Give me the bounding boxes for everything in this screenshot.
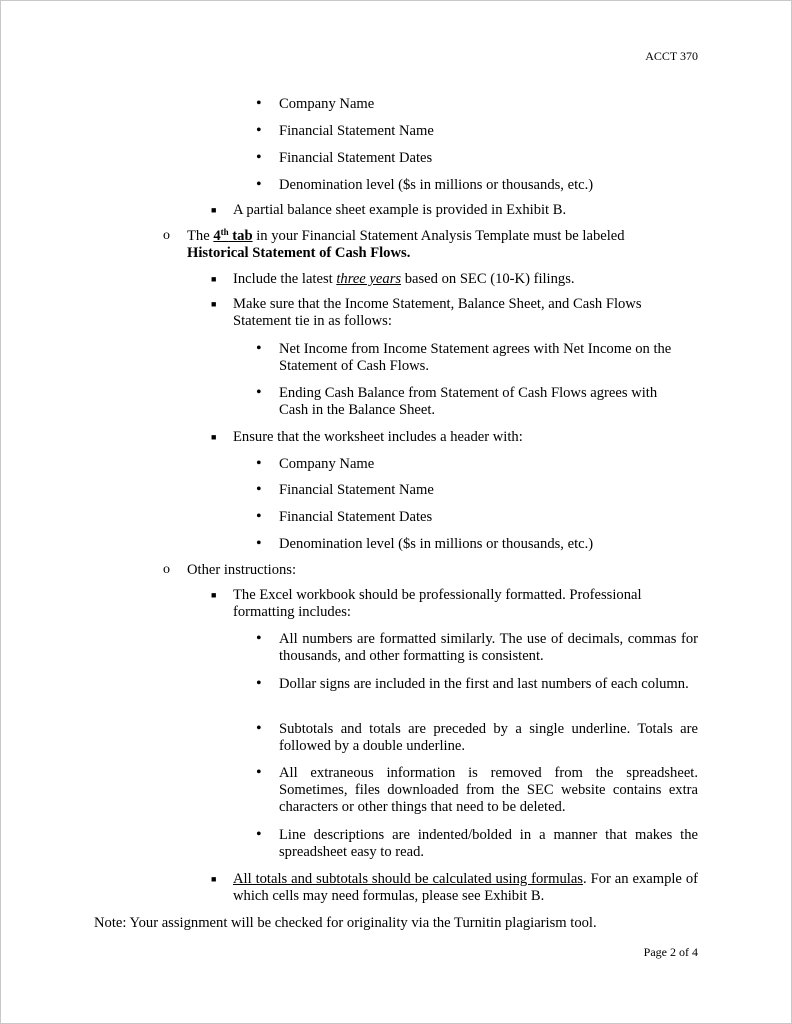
- tie-net-income-2: Statement of Cash Flows.: [279, 358, 429, 374]
- tie-in-line-2: Statement tie in as follows:: [233, 313, 392, 329]
- other-instructions-title: Other instructions:: [187, 562, 297, 578]
- ensure-header-item: Ensure that the worksheet includes a header with:: [233, 429, 523, 445]
- excel-format-line-2: formatting includes:: [233, 604, 351, 620]
- list-item-statement-dates: Financial Statement Dates: [279, 150, 433, 166]
- originality-note: Note: Your assignment will be checked for originality via the Turnitin plagiarism tool.: [94, 915, 597, 931]
- list-item-denomination: Denomination level ($s in millions or thousands, etc.): [279, 536, 594, 552]
- bullet-square-icon: ■: [211, 432, 217, 442]
- bullet-dot-icon: •: [256, 481, 262, 498]
- list-item-statement-name: Financial Statement Name: [279, 123, 434, 139]
- bullet-dot-icon: •: [256, 508, 262, 525]
- list-item-company-name: Company Name: [279, 456, 375, 472]
- bullet-dot-icon: •: [256, 149, 262, 166]
- bullet-square-icon: ■: [211, 590, 217, 600]
- latest-years-item: Include the latest three years based on SEC (10-K) filings.: [233, 271, 575, 287]
- bullet-dot-icon: •: [256, 630, 262, 647]
- bullet-dot-icon: •: [256, 535, 262, 552]
- tie-net-income-1: Net Income from Income Statement agrees with Net Income on the: [279, 341, 672, 357]
- bullet-dot-icon: •: [256, 176, 262, 193]
- bullet-circle-icon: o: [163, 228, 170, 243]
- bullet-circle-icon: o: [163, 562, 170, 577]
- format-numbers-item: All numbers are formatted similarly. The use of decimals, commas for thousands, and other formatting is consistent.: [279, 631, 698, 664]
- bullet-dot-icon: •: [256, 122, 262, 139]
- bullet-dot-icon: •: [256, 826, 262, 843]
- bullet-dot-icon: •: [256, 95, 262, 112]
- bullet-dot-icon: •: [256, 455, 262, 472]
- bullet-square-icon: ■: [211, 205, 217, 215]
- tie-in-line-1: Make sure that the Income Statement, Balance Sheet, and Cash Flows: [233, 296, 642, 312]
- list-item-denomination: Denomination level ($s in millions or thousands, etc.): [279, 177, 594, 193]
- format-underline-item: Subtotals and totals are preceded by a single underline. Totals are followed by a double underline.: [279, 721, 698, 754]
- bullet-square-icon: ■: [211, 299, 217, 309]
- bullet-dot-icon: •: [256, 720, 262, 737]
- list-item-company-name: Company Name: [279, 96, 375, 112]
- bullet-square-icon: ■: [211, 274, 217, 284]
- bullet-dot-icon: •: [256, 675, 262, 692]
- excel-format-line-1: The Excel workbook should be professionally formatted. Professional: [233, 587, 642, 603]
- list-item-statement-name: Financial Statement Name: [279, 482, 434, 498]
- bullet-dot-icon: •: [256, 384, 262, 401]
- page-number: Page 2 of 4: [643, 945, 698, 959]
- bullet-square-icon: ■: [211, 874, 217, 884]
- tab4-instruction: The 4th tab in your Financial Statement Analysis Template must be labeled: [187, 227, 625, 244]
- list-item-statement-dates: Financial Statement Dates: [279, 509, 433, 525]
- formulas-item: All totals and subtotals should be calculated using formulas. For an example of which cells may need formulas, please see Exhibit B.: [233, 871, 698, 904]
- page-header-course: ACCT 370: [645, 49, 698, 63]
- format-line-descriptions-item: Line descriptions are indented/bolded in a manner that makes the spreadsheet easy to read.: [279, 827, 698, 860]
- bullet-dot-icon: •: [256, 340, 262, 357]
- tab4-label: Historical Statement of Cash Flows.: [187, 245, 411, 261]
- format-dollar-signs-item: Dollar signs are included in the first and last numbers of each column.: [279, 676, 689, 692]
- tie-ending-cash-2: Cash in the Balance Sheet.: [279, 402, 436, 418]
- tie-ending-cash-1: Ending Cash Balance from Statement of Cash Flows agrees with: [279, 385, 658, 401]
- format-extraneous-item: All extraneous information is removed from the spreadsheet. Sometimes, files downloaded from the SEC website contains extra characters or other things that need to be deleted.: [279, 765, 698, 815]
- bullet-dot-icon: •: [256, 764, 262, 781]
- exhibit-b-note: A partial balance sheet example is provided in Exhibit B.: [233, 202, 567, 218]
